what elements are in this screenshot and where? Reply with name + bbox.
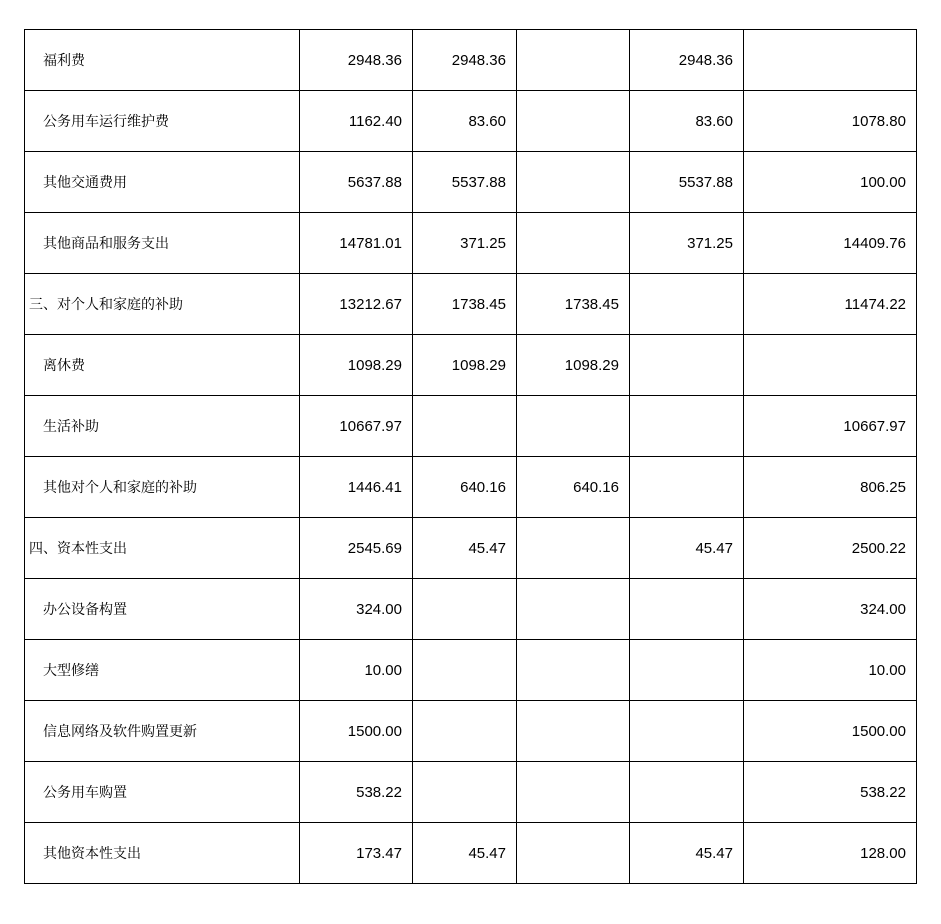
amount-cell bbox=[630, 640, 744, 701]
amount-cell bbox=[517, 91, 630, 152]
amount-cell: 1446.41 bbox=[300, 457, 413, 518]
amount-cell bbox=[413, 701, 517, 762]
amount-cell bbox=[630, 396, 744, 457]
table-row bbox=[25, 396, 917, 457]
table-row bbox=[25, 701, 917, 762]
amount-cell bbox=[744, 30, 917, 91]
amount-cell bbox=[413, 396, 517, 457]
amount-cell: 10667.97 bbox=[744, 396, 917, 457]
table-row bbox=[25, 518, 917, 579]
amount-cell: 1078.80 bbox=[744, 91, 917, 152]
table-row bbox=[25, 335, 917, 396]
amount-cell: 538.22 bbox=[744, 762, 917, 823]
row-label: 其他商品和服务支出 bbox=[25, 213, 300, 274]
amount-cell bbox=[517, 640, 630, 701]
row-label: 生活补助 bbox=[25, 396, 300, 457]
amount-cell: 45.47 bbox=[413, 823, 517, 884]
table-row bbox=[25, 457, 917, 518]
table-row bbox=[25, 213, 917, 274]
row-label: 公务用车购置 bbox=[25, 762, 300, 823]
amount-cell bbox=[630, 457, 744, 518]
amount-cell: 1738.45 bbox=[517, 274, 630, 335]
row-label: 其他对个人和家庭的补助 bbox=[25, 457, 300, 518]
amount-cell bbox=[517, 213, 630, 274]
amount-cell: 10.00 bbox=[744, 640, 917, 701]
amount-cell: 371.25 bbox=[630, 213, 744, 274]
amount-cell: 2545.69 bbox=[300, 518, 413, 579]
row-label: 公务用车运行维护费 bbox=[25, 91, 300, 152]
amount-cell: 806.25 bbox=[744, 457, 917, 518]
amount-cell: 1098.29 bbox=[300, 335, 413, 396]
table-row bbox=[25, 579, 917, 640]
amount-cell: 371.25 bbox=[413, 213, 517, 274]
table-row bbox=[25, 823, 917, 884]
amount-cell: 45.47 bbox=[630, 823, 744, 884]
amount-cell: 173.47 bbox=[300, 823, 413, 884]
amount-cell: 100.00 bbox=[744, 152, 917, 213]
amount-cell: 324.00 bbox=[744, 579, 917, 640]
amount-cell: 1500.00 bbox=[744, 701, 917, 762]
table-row bbox=[25, 640, 917, 701]
row-label: 三、对个人和家庭的补助 bbox=[25, 274, 300, 335]
amount-cell: 324.00 bbox=[300, 579, 413, 640]
amount-cell: 14781.01 bbox=[300, 213, 413, 274]
amount-cell bbox=[413, 579, 517, 640]
amount-cell: 1738.45 bbox=[413, 274, 517, 335]
amount-cell: 128.00 bbox=[744, 823, 917, 884]
amount-cell bbox=[630, 579, 744, 640]
amount-cell bbox=[630, 762, 744, 823]
amount-cell: 1098.29 bbox=[517, 335, 630, 396]
amount-cell bbox=[630, 335, 744, 396]
amount-cell: 2948.36 bbox=[300, 30, 413, 91]
amount-cell: 45.47 bbox=[630, 518, 744, 579]
row-label: 四、资本性支出 bbox=[25, 518, 300, 579]
row-label: 办公设备构置 bbox=[25, 579, 300, 640]
amount-cell: 13212.67 bbox=[300, 274, 413, 335]
row-label: 大型修缮 bbox=[25, 640, 300, 701]
amount-cell bbox=[517, 396, 630, 457]
amount-cell bbox=[517, 579, 630, 640]
amount-cell: 1098.29 bbox=[413, 335, 517, 396]
amount-cell: 2948.36 bbox=[413, 30, 517, 91]
amount-cell bbox=[517, 762, 630, 823]
amount-cell bbox=[517, 152, 630, 213]
table-row bbox=[25, 30, 917, 91]
amount-cell bbox=[630, 701, 744, 762]
amount-cell bbox=[413, 640, 517, 701]
row-label: 信息网络及软件购置更新 bbox=[25, 701, 300, 762]
amount-cell bbox=[517, 701, 630, 762]
amount-cell bbox=[413, 762, 517, 823]
budget-table bbox=[24, 29, 917, 884]
amount-cell: 83.60 bbox=[413, 91, 517, 152]
table-row bbox=[25, 152, 917, 213]
amount-cell: 83.60 bbox=[630, 91, 744, 152]
amount-cell bbox=[630, 274, 744, 335]
amount-cell: 5537.88 bbox=[413, 152, 517, 213]
amount-cell: 1500.00 bbox=[300, 701, 413, 762]
amount-cell: 2948.36 bbox=[630, 30, 744, 91]
table-row bbox=[25, 762, 917, 823]
amount-cell bbox=[517, 823, 630, 884]
amount-cell: 11474.22 bbox=[744, 274, 917, 335]
table-row bbox=[25, 274, 917, 335]
row-label: 福利费 bbox=[25, 30, 300, 91]
amount-cell: 640.16 bbox=[413, 457, 517, 518]
amount-cell bbox=[517, 518, 630, 579]
amount-cell: 14409.76 bbox=[744, 213, 917, 274]
amount-cell: 5637.88 bbox=[300, 152, 413, 213]
amount-cell: 640.16 bbox=[517, 457, 630, 518]
amount-cell: 2500.22 bbox=[744, 518, 917, 579]
amount-cell bbox=[517, 30, 630, 91]
row-label: 其他交通费用 bbox=[25, 152, 300, 213]
amount-cell: 10667.97 bbox=[300, 396, 413, 457]
amount-cell: 538.22 bbox=[300, 762, 413, 823]
amount-cell: 10.00 bbox=[300, 640, 413, 701]
table-row bbox=[25, 91, 917, 152]
row-label: 其他资本性支出 bbox=[25, 823, 300, 884]
row-label: 离休费 bbox=[25, 335, 300, 396]
amount-cell: 1162.40 bbox=[300, 91, 413, 152]
amount-cell bbox=[744, 335, 917, 396]
amount-cell: 45.47 bbox=[413, 518, 517, 579]
amount-cell: 5537.88 bbox=[630, 152, 744, 213]
